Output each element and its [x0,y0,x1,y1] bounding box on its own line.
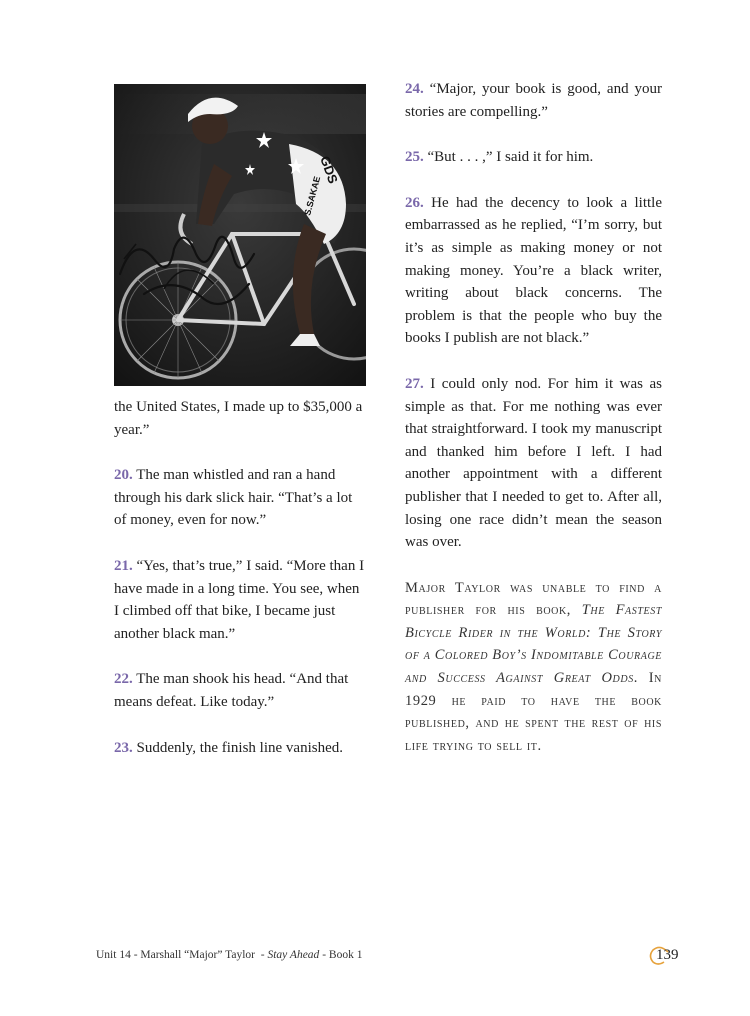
page-number: 139 [656,947,679,963]
paragraph-continuation: the United States, I made up to $35,000 a year.” [114,399,363,438]
jersey-text-side: S.SAKAE [302,175,323,217]
cyclist-photo [114,84,366,386]
paragraph-22 [114,668,367,713]
page-footer [96,949,362,961]
paragraph-number: 23. [114,739,133,756]
footer-unit: Unit 14 - Marshall “Major” Taylor [96,949,255,961]
book-title: The Fastest Bicycle Rider in the World: The Story of a Colored Boy’s Indomitable Courage and Success Against Great Odds [405,602,662,687]
paragraph-number: 25. [405,149,424,166]
paragraph-26 [405,192,662,350]
paragraph-number: 27. [405,375,424,392]
footer-separator: - [254,949,268,961]
note-text-start: Major Taylor was unable to find a publisher for his book, [405,579,662,619]
footer-book-title: Stay Ahead [267,949,320,961]
paragraph-number: 22. [114,671,133,688]
paragraph-text: Suddenly, the finish line vanished. [132,739,343,756]
note-text-end: . In 1929 he paid to have the book published, and he spent the rest of his life trying to sell it. [405,670,662,754]
paragraph-25 [405,146,662,169]
paragraph-23 [114,737,367,760]
paragraph-text: “Yes, that’s true,” I said. “More than I have made in a long time. You see, when I climbed off that bike, I became just another black man.” [114,557,365,642]
left-column [114,396,367,782]
footer-book-suffix: - Book 1 [319,949,363,961]
paragraph-24 [405,78,662,123]
paragraph-text: “Major, your book is good, and your stories are compelling.” [405,81,662,120]
paragraph-20 [114,464,367,532]
paragraph-21 [114,555,367,645]
paragraph-text: “But . . . ,” I said it for him. [423,149,594,166]
historical-note [405,577,662,758]
paragraph-number: 21. [114,557,133,574]
paragraph-number: 24. [405,81,424,97]
paragraph-27 [405,373,662,554]
right-column [405,78,662,772]
paragraph-number: 20. [114,467,133,484]
jersey-text-top: GDS [317,153,341,186]
paragraph-text: I could only nod. For him it was as simple as that. For me nothing was ever that straightforward. I took my manuscript and thanked him before I left. I had another appointment with a different publisher that I needed to get to. After all, losing one race didn’t mean the season was over. [405,375,662,551]
paragraph-text: The man whistled and ran a hand through his dark slick hair. “That’s a lot of money, even for now.” [114,467,353,529]
paragraph-text: He had the decency to look a little embarrassed as he replied, “I’m sorry, but it’s as simple as making money or not making money. You’re a black writer, writing about black concerns. The problem is that the people who buy the books I publish are not black.” [405,194,662,347]
paragraph-number: 26. [405,194,424,211]
paragraph-text: The man shook his head. “And that means defeat. Like today.” [114,671,349,710]
